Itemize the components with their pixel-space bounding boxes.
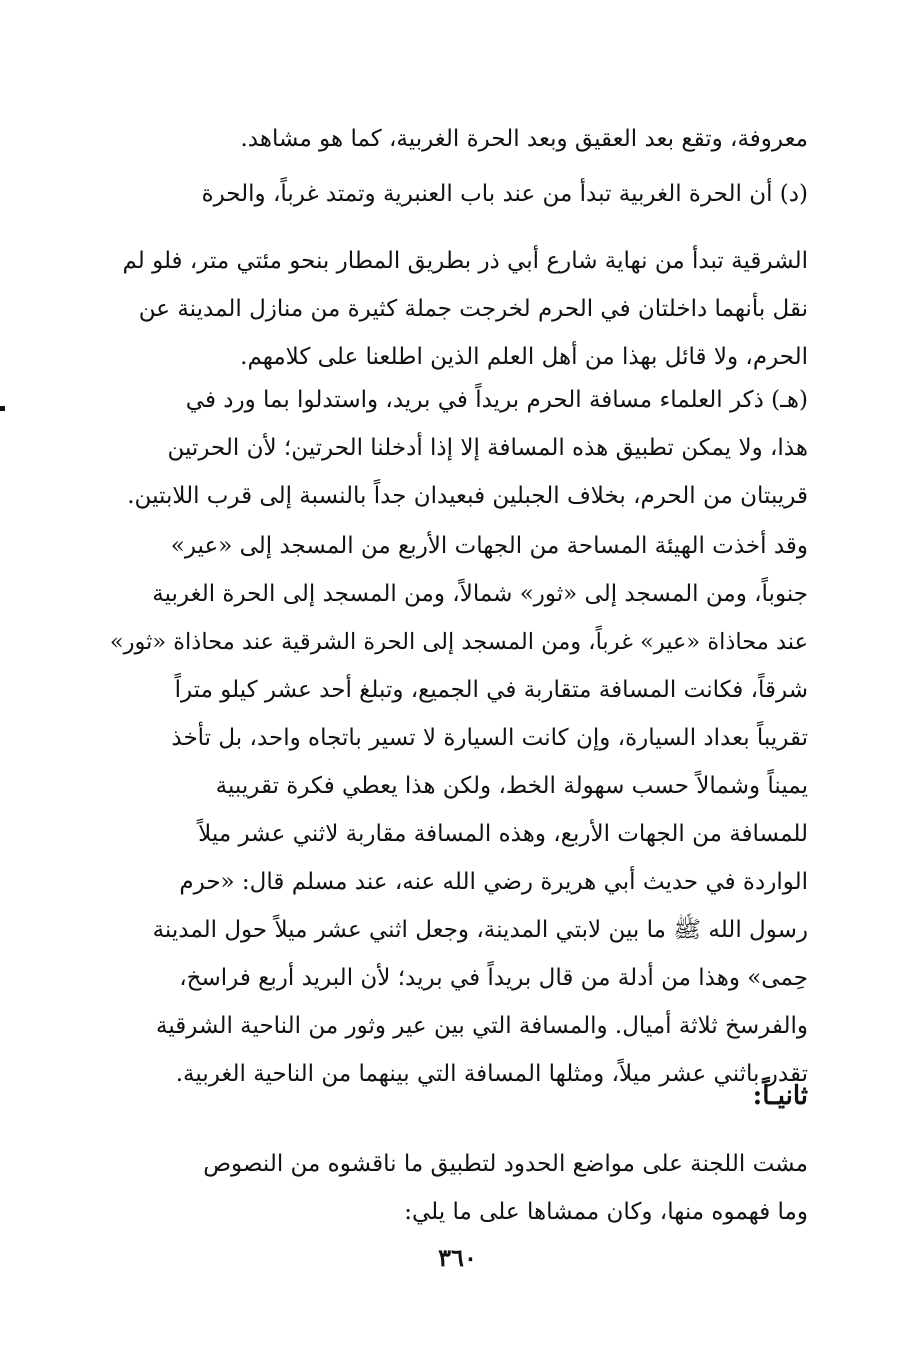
text-line: (د) أن الحرة الغربية تبدأ من عند باب العنبرية وتمتد غرباً، والحرة	[201, 181, 808, 207]
text-line: هذا، ولا يمكن تطبيق هذه المسافة إلا إذا أدخلنا الحرتين؛ لأن الحرتين	[167, 435, 808, 461]
paragraph-d	[100, 170, 808, 218]
text-line: الحرم، ولا قائل بهذا من أهل العلم الذين اطلعنا على كلامهم.	[240, 344, 808, 370]
text-line: والفرسخ ثلاثة أميال. والمسافة التي بين عير وثور من الناحية الشرقية	[156, 1013, 808, 1039]
text-line: تقدر باثني عشر ميلاً، ومثلها المسافة التي بينهما من الناحية الغربية.	[175, 1061, 808, 1087]
margin-mark	[0, 406, 5, 411]
section-heading: ثانيـاً:	[752, 1081, 808, 1111]
paragraph-committee	[100, 1140, 808, 1236]
text-line: (هـ) ذكر العلماء مسافة الحرم بريداً في بريد، واستدلوا بما ورد في	[185, 387, 808, 413]
paragraph-d-continued	[100, 237, 808, 381]
text-line: للمسافة من الجهات الأربع، وهذه المسافة مقاربة لاثني عشر ميلاً	[198, 821, 808, 847]
page-number: ٣٦٠	[438, 1243, 477, 1272]
text-line: معروفة، وتقع بعد العقيق وبعد الحرة الغربية، كما هو مشاهد.	[240, 126, 808, 152]
text-line: الواردة في حديث أبي هريرة رضي الله عنه، عند مسلم قال: «حرم	[179, 869, 808, 895]
text-line: نقل بأنهما داخلتان في الحرم لخرجت جملة كثيرة من منازل المدينة عن	[138, 296, 808, 322]
paragraph-h	[100, 376, 808, 520]
text-line: عند محاذاة «عير» غرباً، ومن المسجد إلى الحرة الشرقية عند محاذاة «ثور»	[109, 629, 808, 655]
intro-paragraph	[100, 115, 808, 163]
text-line: وقد أخذت الهيئة المساحة من الجهات الأربع من المسجد إلى «عير»	[170, 533, 808, 559]
text-line: حِمى» وهذا من أدلة من قال بريداً في بريد؛ لأن البريد أربع فراسخ،	[179, 965, 808, 991]
text-line: مشت اللجنة على مواضع الحدود لتطبيق ما ناقشوه من النصوص	[203, 1151, 808, 1177]
text-line: تقريباً بعداد السيارة، وإن كانت السيارة لا تسير باتجاه واحد، بل تأخذ	[171, 725, 808, 751]
text-line: وما فهموه منها، وكان ممشاها على ما يلي:	[404, 1199, 808, 1225]
text-line: قريبتان من الحرم، بخلاف الجبلين فبعيدان جداً بالنسبة إلى قرب اللابتين.	[127, 483, 808, 509]
text-line: الشرقية تبدأ من نهاية شارع أبي ذر بطريق المطار بنحو مئتي متر، فلو لم	[122, 248, 808, 274]
text-line: جنوباً، ومن المسجد إلى «ثور» شمالاً، ومن المسجد إلى الحرة الغربية	[152, 581, 808, 607]
text-line: يميناً وشمالاً حسب سهولة الخط، ولكن هذا يعطي فكرة تقريبية	[215, 773, 808, 799]
paragraph-main	[100, 522, 808, 1098]
text-line: شرقاً، فكانت المسافة متقاربة في الجميع، وتبلغ أحد عشر كيلو متراً	[174, 677, 808, 703]
text-line: رسول الله ﷺ ما بين لابتي المدينة، وجعل اثني عشر ميلاً حول المدينة	[152, 917, 808, 943]
